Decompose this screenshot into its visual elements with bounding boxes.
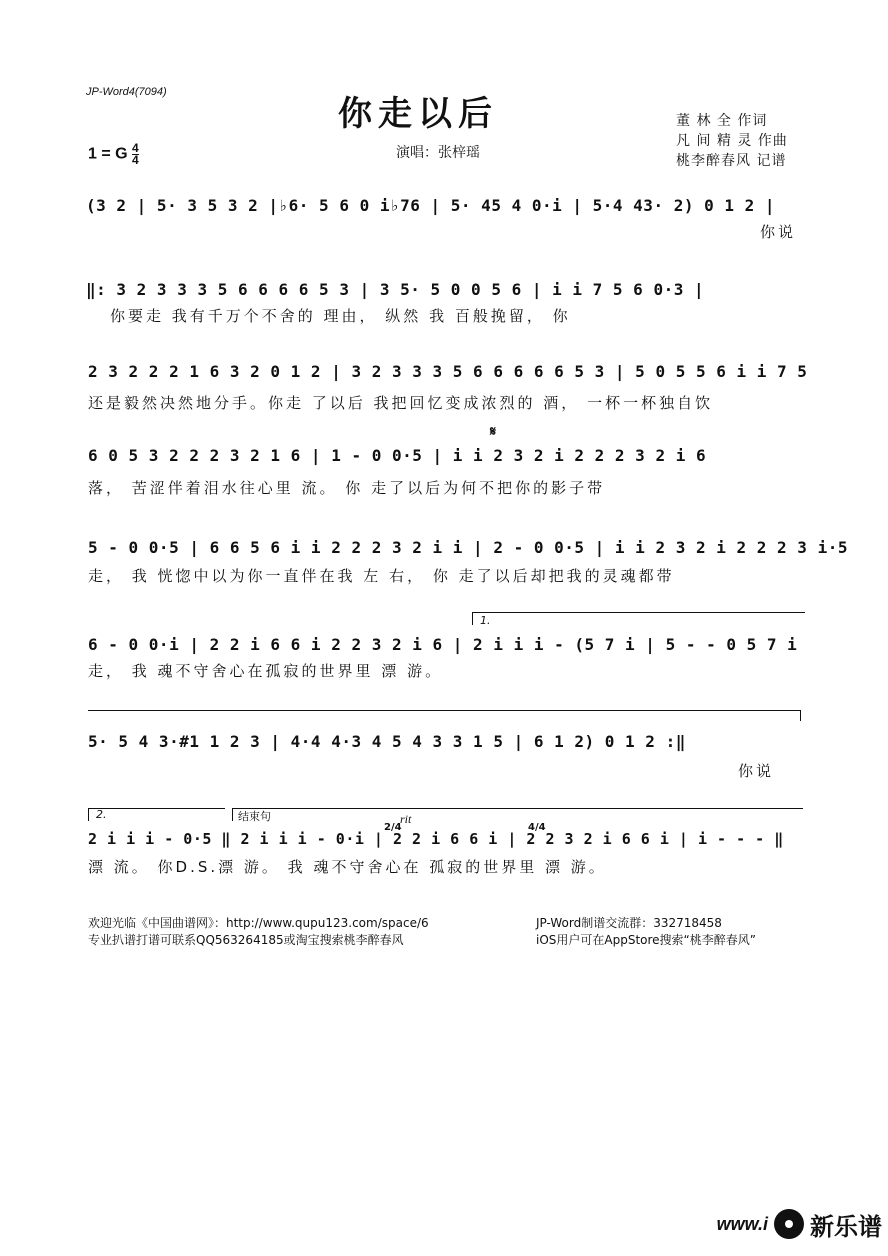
score-line-6-lyrics: 走， 我 魂不守舍心在孤寂的世界里 漂 游。 xyxy=(88,662,444,680)
composer-credit: 凡 间 精 灵 作曲 xyxy=(676,133,788,149)
transcriber-credit: 桃李醉春风 记谱 xyxy=(676,153,787,169)
score-line-8-lyrics: 漂 流。 你D.S.漂 游。 我 魂不守舍心在 孤寂的世界里 漂 游。 xyxy=(88,858,607,876)
score-line-6-notes: 6 - 0 0·i | 2 2 i 6 6 i 2 2 3 2 i 6 | 2 i i i - (5 7 i | 5 - - 0 5 7 i xyxy=(88,635,798,654)
record-disc-icon xyxy=(774,1209,804,1239)
coda-label: 结束句 xyxy=(238,810,271,823)
ritardando-mark: rit xyxy=(400,812,412,826)
song-title: 你走以后 xyxy=(338,94,498,134)
watermark-name: 新乐谱 xyxy=(810,1212,882,1241)
volta-1-label: 1. xyxy=(480,614,491,627)
score-line-4-lyrics: 落， 苦涩伴着泪水往心里 流。 你 走了以后为何不把你的影子带 xyxy=(88,479,606,497)
volta-2-label: 2. xyxy=(96,808,107,821)
watermark-logo xyxy=(717,1206,882,1242)
score-line-7-lyrics: 你说 xyxy=(738,762,775,780)
score-line-3-lyrics: 还是毅然决然地分手。你走 了以后 我把回忆变成浓烈的 酒， 一杯一杯独自饮 xyxy=(88,394,714,412)
score-line-4-notes: 6 0 5 3 2 2 2 3 2 1 6 | 1 - 0 0·5 | i i 2 3 2 i 2 2 2 3 2 i 6 xyxy=(88,446,707,465)
score-line-3-notes: 2 3 2 2 2 1 6 3 2 0 1 2 | 3 2 3 3 3 5 6 6 6 6 6 5 3 | 5 0 5 5 6 i i 7 5 xyxy=(88,362,808,381)
time-change-2-4: 2/4 xyxy=(384,822,402,833)
score-line-2-notes: ‖: 3 2 3 3 3 5 6 6 6 6 5 3 | 3 5· 5 0 0 5 6 | i i 7 5 6 0·3 | xyxy=(86,280,705,299)
volta-bracket-2 xyxy=(88,808,225,821)
score-line-5-lyrics: 走， 我 恍惚中以为你一直伴在我 左 右， 你 走了以后却把我的灵魂都带 xyxy=(88,567,675,585)
score-line-5-notes: 5 - 0 0·5 | 6 6 5 6 i i 2 2 2 3 2 i i | 2 - 0 0·5 | i i 2 3 2 i 2 2 2 3 i·5 xyxy=(88,538,848,557)
score-line-1-notes: (3 2 | 5· 3 5 3 2 |♭6· 5 6 0 i♭76 | 5· 45 4 0·i | 5·4 43· 2) 0 1 2 | xyxy=(86,196,776,215)
watermark-url: www.i xyxy=(716,1213,768,1234)
score-line-8-notes: 2 i i i - 0·5 ‖ 2 i i i - 0·i | 2 2 i 6 6 i | 2 2 3 2 i 6 6 i | i - - - ‖ xyxy=(88,830,784,848)
meter-bottom: 4 xyxy=(132,153,139,167)
time-signature xyxy=(132,143,139,166)
score-line-2-lyrics: 你要走 我有千万个不舍的 理由， 纵然 我 百般挽留， 你 xyxy=(110,307,571,325)
score-line-1-lyrics: 你说 xyxy=(760,223,797,241)
volta-bracket-1-continued xyxy=(88,710,801,721)
time-change-4-4: 4/4 xyxy=(528,822,546,833)
footer-website: 欢迎光临《中国曲谱网》：http://www.qupu123.com/space/6 xyxy=(88,916,429,930)
software-label: JP-Word4(7094) xyxy=(86,86,167,98)
segno-sign: 𝄋 xyxy=(490,424,497,440)
coda-bracket xyxy=(232,808,803,821)
footer-group: JP-Word制谱交流群：332718458 xyxy=(536,916,722,930)
lyricist-credit: 董 林 全 作词 xyxy=(676,113,768,129)
meter-top: 4 xyxy=(132,141,139,155)
footer-ios: iOS用户可在AppStore搜索“桃李醉春风” xyxy=(536,933,756,947)
score-line-7-notes: 5· 5 4 3·#1 1 2 3 | 4·4 4·3 4 5 4 3 3 1 5 | 6 1 2) 0 1 2 :‖ xyxy=(88,732,686,751)
footer-contact: 专业扒谱打谱可联系QQ563264185或淘宝搜索桃李醉春风 xyxy=(88,933,404,947)
singer-label: 演唱：张梓瑶 xyxy=(396,145,480,161)
key-text: 1 = G xyxy=(88,145,128,163)
volta-bracket-1 xyxy=(472,612,805,625)
key-signature xyxy=(88,143,139,166)
